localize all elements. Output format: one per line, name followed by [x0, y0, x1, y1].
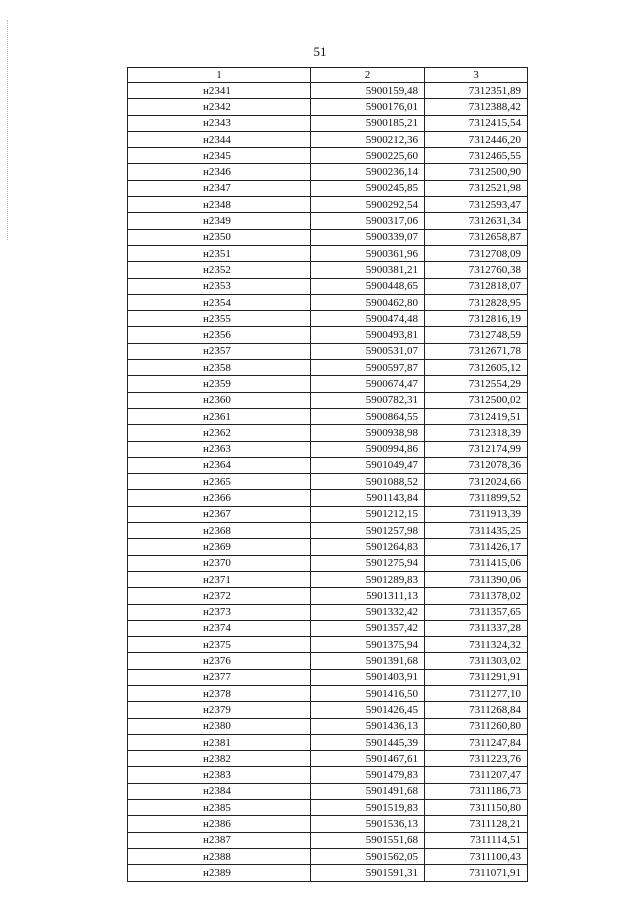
point-id-cell: н2386 [128, 816, 311, 832]
x-coordinate-cell: 5900245,85 [311, 180, 425, 196]
point-id-cell: н2359 [128, 376, 311, 392]
point-id-cell: н2346 [128, 164, 311, 180]
table-row [128, 278, 528, 294]
point-id-cell: н2341 [128, 83, 311, 99]
y-coordinate-cell: 7312748,59 [425, 327, 528, 343]
table-row [128, 702, 528, 718]
table-row [128, 229, 528, 245]
y-coordinate-cell: 7311277,10 [425, 685, 528, 701]
y-coordinate-cell: 7311100,43 [425, 848, 528, 864]
point-id-cell: н2349 [128, 213, 311, 229]
x-coordinate-cell: 5901332,42 [311, 604, 425, 620]
y-coordinate-cell: 7312671,78 [425, 343, 528, 359]
y-coordinate-cell: 7311426,17 [425, 539, 528, 555]
table-row [128, 669, 528, 685]
point-id-cell: н2373 [128, 604, 311, 620]
point-id-cell: н2371 [128, 571, 311, 587]
x-coordinate-cell: 5901143,84 [311, 490, 425, 506]
x-coordinate-cell: 5901311,13 [311, 588, 425, 604]
y-coordinate-cell: 7312174,99 [425, 441, 528, 457]
x-coordinate-cell: 5900212,36 [311, 131, 425, 147]
point-id-cell: н2388 [128, 848, 311, 864]
y-coordinate-cell: 7311357,65 [425, 604, 528, 620]
point-id-cell: н2365 [128, 474, 311, 490]
y-coordinate-cell: 7311260,80 [425, 718, 528, 734]
table-row [128, 115, 528, 131]
table-row [128, 457, 528, 473]
table-row [128, 539, 528, 555]
y-coordinate-cell: 7311150,80 [425, 800, 528, 816]
x-coordinate-cell: 5900462,80 [311, 294, 425, 310]
y-coordinate-cell: 7312631,34 [425, 213, 528, 229]
point-id-cell: н2345 [128, 148, 311, 164]
point-id-cell: н2363 [128, 441, 311, 457]
x-coordinate-cell: 5901491,68 [311, 783, 425, 799]
point-id-cell: н2370 [128, 555, 311, 571]
y-coordinate-cell: 7311913,39 [425, 506, 528, 522]
y-coordinate-cell: 7311337,28 [425, 620, 528, 636]
y-coordinate-cell: 7311303,02 [425, 653, 528, 669]
x-coordinate-cell: 5901275,94 [311, 555, 425, 571]
y-coordinate-cell: 7312828,95 [425, 294, 528, 310]
y-coordinate-cell: 7312419,51 [425, 408, 528, 424]
x-coordinate-cell: 5901264,83 [311, 539, 425, 555]
point-id-cell: н2348 [128, 197, 311, 213]
table-row [128, 848, 528, 864]
point-id-cell: н2383 [128, 767, 311, 783]
point-id-cell: н2385 [128, 800, 311, 816]
y-coordinate-cell: 7312415,54 [425, 115, 528, 131]
page-number: 51 [313, 44, 327, 59]
table-row [128, 425, 528, 441]
y-coordinate-cell: 7311247,84 [425, 734, 528, 750]
y-coordinate-cell: 7311324,32 [425, 637, 528, 653]
x-coordinate-cell: 5900474,48 [311, 311, 425, 327]
y-coordinate-cell: 7312465,55 [425, 148, 528, 164]
x-coordinate-cell: 5901375,94 [311, 637, 425, 653]
y-coordinate-cell: 7312521,98 [425, 180, 528, 196]
table-row [128, 180, 528, 196]
y-coordinate-cell: 7311415,06 [425, 555, 528, 571]
point-id-cell: н2369 [128, 539, 311, 555]
y-coordinate-cell: 7312388,42 [425, 99, 528, 115]
point-id-cell: н2357 [128, 343, 311, 359]
table-row [128, 816, 528, 832]
table-row [128, 99, 528, 115]
x-coordinate-cell: 5901426,45 [311, 702, 425, 718]
table-row [128, 767, 528, 783]
x-coordinate-cell: 5900597,87 [311, 360, 425, 376]
table-row [128, 800, 528, 816]
y-coordinate-cell: 7312500,90 [425, 164, 528, 180]
y-coordinate-cell: 7312605,12 [425, 360, 528, 376]
y-coordinate-cell: 7311390,06 [425, 571, 528, 587]
y-coordinate-cell: 7311223,76 [425, 751, 528, 767]
table-header-row [128, 68, 528, 83]
table-row [128, 408, 528, 424]
table-row [128, 685, 528, 701]
table-row [128, 832, 528, 848]
x-coordinate-cell: 5900339,07 [311, 229, 425, 245]
y-coordinate-cell: 7312816,19 [425, 311, 528, 327]
table-row [128, 213, 528, 229]
y-coordinate-cell: 7311378,02 [425, 588, 528, 604]
point-id-cell: н2342 [128, 99, 311, 115]
point-id-cell: н2351 [128, 245, 311, 261]
table-row [128, 637, 528, 653]
table-row [128, 865, 528, 881]
table-row [128, 506, 528, 522]
column-header-x: 2 [311, 68, 425, 83]
table-row [128, 604, 528, 620]
table-row [128, 751, 528, 767]
table-row [128, 164, 528, 180]
x-coordinate-cell: 5900317,06 [311, 213, 425, 229]
y-coordinate-cell: 7312024,66 [425, 474, 528, 490]
point-id-cell: н2377 [128, 669, 311, 685]
table-row [128, 734, 528, 750]
y-coordinate-cell: 7312708,09 [425, 245, 528, 261]
y-coordinate-cell: 7311128,21 [425, 816, 528, 832]
point-id-cell: н2352 [128, 262, 311, 278]
table-row [128, 262, 528, 278]
x-coordinate-cell: 5901289,83 [311, 571, 425, 587]
x-coordinate-cell: 5900864,55 [311, 408, 425, 424]
table-row [128, 376, 528, 392]
point-id-cell: н2347 [128, 180, 311, 196]
table-row [128, 148, 528, 164]
y-coordinate-cell: 7311899,52 [425, 490, 528, 506]
table-row [128, 311, 528, 327]
table-row [128, 783, 528, 799]
x-coordinate-cell: 5901436,13 [311, 718, 425, 734]
table-row [128, 294, 528, 310]
point-id-cell: н2344 [128, 131, 311, 147]
table-row [128, 441, 528, 457]
table-body [128, 83, 528, 882]
point-id-cell: н2380 [128, 718, 311, 734]
column-header-y: 3 [425, 68, 528, 83]
coordinates-table [127, 67, 528, 882]
x-coordinate-cell: 5900994,86 [311, 441, 425, 457]
x-coordinate-cell: 5901562,05 [311, 848, 425, 864]
point-id-cell: н2343 [128, 115, 311, 131]
point-id-cell: н2362 [128, 425, 311, 441]
x-coordinate-cell: 5900225,60 [311, 148, 425, 164]
table-row [128, 490, 528, 506]
x-coordinate-cell: 5901519,83 [311, 800, 425, 816]
table-row [128, 571, 528, 587]
table-row [128, 392, 528, 408]
x-coordinate-cell: 5901479,83 [311, 767, 425, 783]
point-id-cell: н2387 [128, 832, 311, 848]
x-coordinate-cell: 5901049,47 [311, 457, 425, 473]
table-row [128, 588, 528, 604]
y-coordinate-cell: 7312593,47 [425, 197, 528, 213]
table-row [128, 718, 528, 734]
point-id-cell: н2367 [128, 506, 311, 522]
x-coordinate-cell: 5901403,91 [311, 669, 425, 685]
y-coordinate-cell: 7312554,29 [425, 376, 528, 392]
y-coordinate-cell: 7312351,89 [425, 83, 528, 99]
y-coordinate-cell: 7311071,91 [425, 865, 528, 881]
x-coordinate-cell: 5901212,15 [311, 506, 425, 522]
point-id-cell: н2356 [128, 327, 311, 343]
y-coordinate-cell: 7312818,07 [425, 278, 528, 294]
point-id-cell: н2381 [128, 734, 311, 750]
table-row [128, 343, 528, 359]
x-coordinate-cell: 5900938,98 [311, 425, 425, 441]
point-id-cell: н2366 [128, 490, 311, 506]
y-coordinate-cell: 7311207,47 [425, 767, 528, 783]
point-id-cell: н2360 [128, 392, 311, 408]
table-row [128, 245, 528, 261]
table-row [128, 555, 528, 571]
point-id-cell: н2374 [128, 620, 311, 636]
table-row [128, 523, 528, 539]
point-id-cell: н2368 [128, 523, 311, 539]
x-coordinate-cell: 5900159,48 [311, 83, 425, 99]
y-coordinate-cell: 7311291,91 [425, 669, 528, 685]
x-coordinate-cell: 5900782,31 [311, 392, 425, 408]
y-coordinate-cell: 7311268,84 [425, 702, 528, 718]
x-coordinate-cell: 5900381,21 [311, 262, 425, 278]
x-coordinate-cell: 5901391,68 [311, 653, 425, 669]
x-coordinate-cell: 5900361,96 [311, 245, 425, 261]
table-row [128, 327, 528, 343]
y-coordinate-cell: 7311435,25 [425, 523, 528, 539]
x-coordinate-cell: 5900292,54 [311, 197, 425, 213]
y-coordinate-cell: 7312760,38 [425, 262, 528, 278]
x-coordinate-cell: 5901536,13 [311, 816, 425, 832]
y-coordinate-cell: 7312500,02 [425, 392, 528, 408]
table-row [128, 653, 528, 669]
point-id-cell: н2389 [128, 865, 311, 881]
table-row [128, 83, 528, 99]
x-coordinate-cell: 5900176,01 [311, 99, 425, 115]
x-coordinate-cell: 5901467,61 [311, 751, 425, 767]
y-coordinate-cell: 7312078,36 [425, 457, 528, 473]
x-coordinate-cell: 5901257,98 [311, 523, 425, 539]
point-id-cell: н2350 [128, 229, 311, 245]
x-coordinate-cell: 5901357,42 [311, 620, 425, 636]
point-id-cell: н2355 [128, 311, 311, 327]
point-id-cell: н2353 [128, 278, 311, 294]
table-row [128, 474, 528, 490]
y-coordinate-cell: 7311114,51 [425, 832, 528, 848]
point-id-cell: н2358 [128, 360, 311, 376]
y-coordinate-cell: 7311186,73 [425, 783, 528, 799]
point-id-cell: н2375 [128, 637, 311, 653]
x-coordinate-cell: 5901591,31 [311, 865, 425, 881]
x-coordinate-cell: 5900185,21 [311, 115, 425, 131]
y-coordinate-cell: 7312658,87 [425, 229, 528, 245]
point-id-cell: н2379 [128, 702, 311, 718]
point-id-cell: н2361 [128, 408, 311, 424]
x-coordinate-cell: 5901088,52 [311, 474, 425, 490]
table-row [128, 197, 528, 213]
x-coordinate-cell: 5900674,47 [311, 376, 425, 392]
x-coordinate-cell: 5900493,81 [311, 327, 425, 343]
point-id-cell: н2364 [128, 457, 311, 473]
y-coordinate-cell: 7312446,20 [425, 131, 528, 147]
point-id-cell: н2378 [128, 685, 311, 701]
point-id-cell: н2384 [128, 783, 311, 799]
column-header-point: 1 [128, 68, 311, 83]
table-row [128, 620, 528, 636]
x-coordinate-cell: 5901551,68 [311, 832, 425, 848]
point-id-cell: н2376 [128, 653, 311, 669]
x-coordinate-cell: 5900236,14 [311, 164, 425, 180]
x-coordinate-cell: 5900448,65 [311, 278, 425, 294]
y-coordinate-cell: 7312318,39 [425, 425, 528, 441]
x-coordinate-cell: 5900531,07 [311, 343, 425, 359]
x-coordinate-cell: 5901416,50 [311, 685, 425, 701]
point-id-cell: н2382 [128, 751, 311, 767]
table-row [128, 131, 528, 147]
point-id-cell: н2354 [128, 294, 311, 310]
x-coordinate-cell: 5901445,39 [311, 734, 425, 750]
point-id-cell: н2372 [128, 588, 311, 604]
table-row [128, 360, 528, 376]
